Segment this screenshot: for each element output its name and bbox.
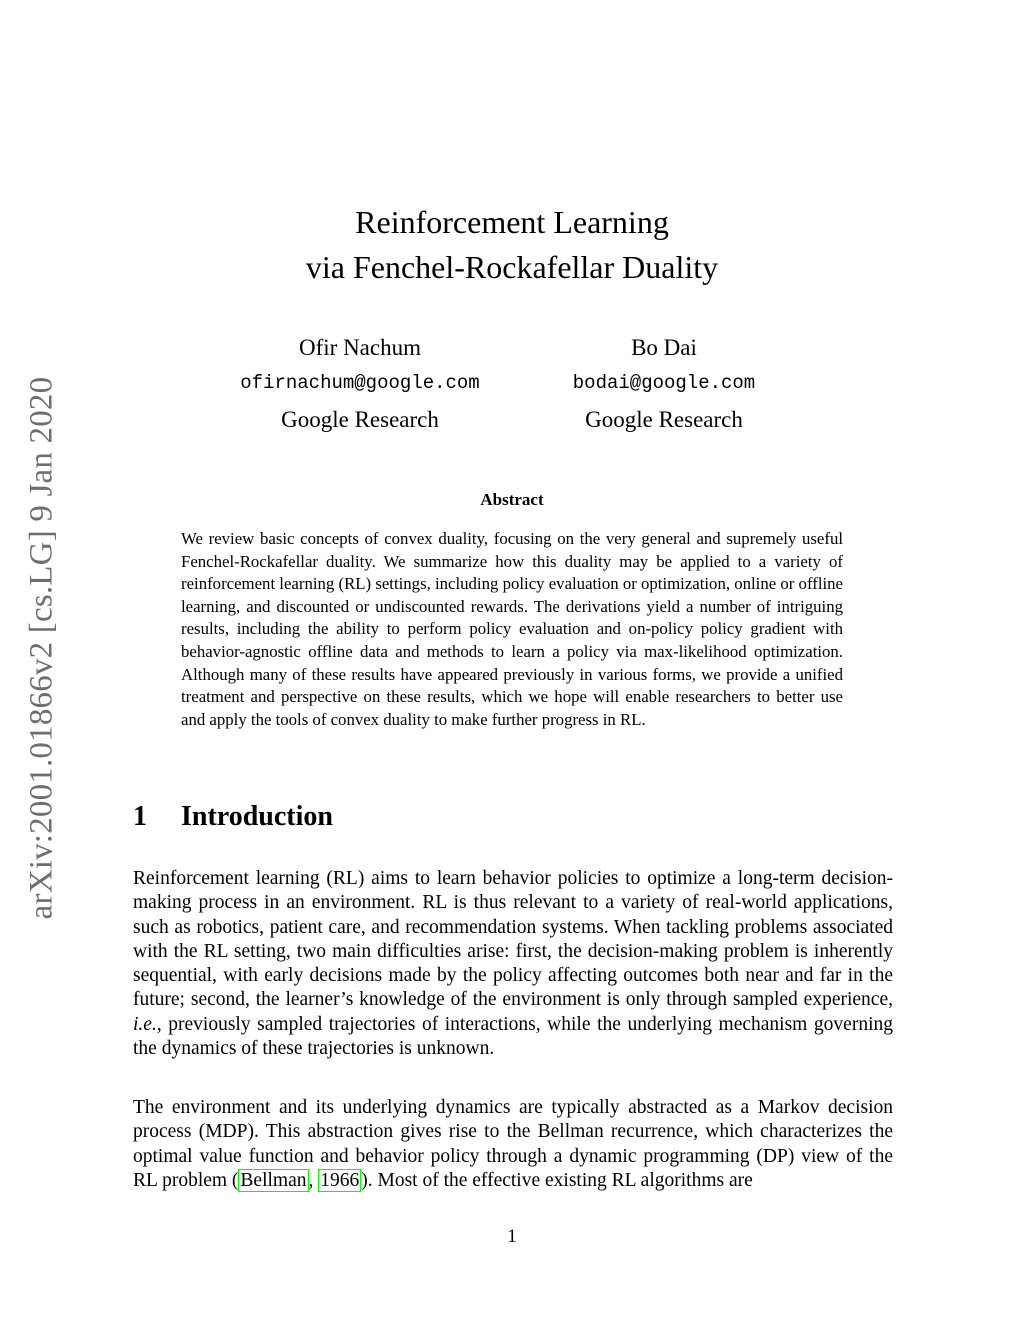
intro-paragraph-1 — [133, 867, 893, 1061]
intro-paragraph-2 — [133, 1096, 893, 1193]
paragraph-text: Reinforcement learning (RL) aims to learn behavior policies to optimize a long-term decision-making process in an environment. RL is thus relevant to a variety of real-world applications, such as robotics, patient care, and recommendation systems. When tackling problems associated with the RL setting, two main difficulties arise: first, the decision-making problem is inherently sequential, with early decisions made by the policy affecting outcomes both near and far in the future; second, the learner’s knowledge of the environment is only through sampled experience, — [133, 868, 893, 1011]
author-block-2 — [484, 333, 844, 437]
author-affiliation: Google Research — [281, 407, 439, 432]
citation-link-author[interactable]: Bellman — [240, 1169, 307, 1191]
paragraph-text: The environment and its underlying dynamics are typically abstracted as a Markov decision process (MDP). This abstraction gives rise to the Bellman recurrence, which characterizes the optimal value function and behavior policy through a dynamic programming (DP) view of the RL problem ( — [133, 1097, 893, 1191]
section-heading — [133, 801, 333, 833]
title-line-1: Reinforcement Learning — [355, 204, 669, 240]
citation-separator: , — [308, 1169, 319, 1191]
paragraph-text: , previously sampled trajectories of interactions, while the underlying mechanism governing the dynamics of these trajectories is unknown. — [133, 1013, 893, 1060]
ie-abbreviation: i.e. — [133, 1013, 157, 1035]
page-number: 1 — [507, 1226, 517, 1247]
abstract-text: We review basic concepts of convex duality, focusing on the very general and supremely useful Fenchel-Rockafellar duality. We summarize how this duality may be applied to a variety of reinforcement learning (RL) settings, including policy evaluation or optimization, online or offline learning, and discounted or undiscounted rewards. The derivations yield a number of intriguing results, including the ability to perform policy evaluation and on-policy policy gradient with behavior-agnostic offline data and methods to learn a policy via max-likelihood optimization. Although many of these results have appeared previously in various forms, we provide a unified treatment and perspective on these results, which we hope will enable researchers to better use and apply the tools of convex duality to make further progress in RL. — [181, 529, 843, 729]
citation-link-year[interactable]: 1966 — [320, 1169, 360, 1191]
paragraph-text: ). Most of the effective existing RL algorithms are — [361, 1169, 753, 1191]
author-email[interactable]: ofirnachum@google.com — [240, 372, 480, 394]
title-line-2: via Fenchel-Rockafellar Duality — [305, 249, 719, 285]
author-affiliation: Google Research — [585, 407, 743, 432]
arxiv-identifier: arXiv:2001.01866v2 [cs.LG] 9 Jan 2020 — [23, 376, 60, 920]
author-name: Ofir Nachum — [299, 335, 421, 360]
arxiv-stamp — [0, 0, 60, 1325]
abstract-heading: Abstract — [480, 490, 544, 509]
section-number: 1 — [133, 801, 147, 832]
paper-title — [0, 200, 1024, 290]
author-name: Bo Dai — [631, 335, 697, 360]
section-title: Introduction — [181, 801, 333, 832]
author-email[interactable]: bodai@google.com — [572, 372, 756, 394]
